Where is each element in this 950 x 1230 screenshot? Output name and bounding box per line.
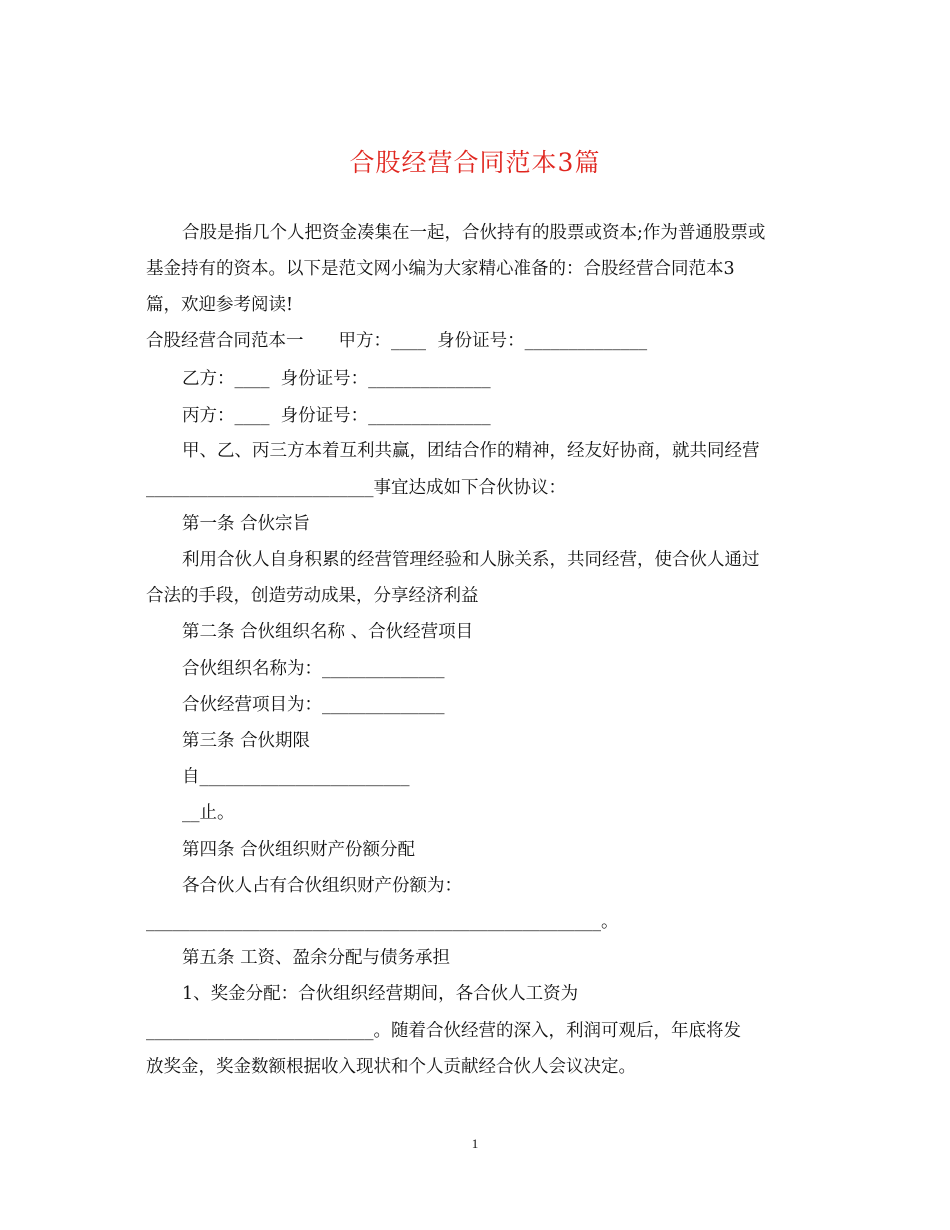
body-line-24: 放奖金，奖金数额根据收入现状和个人贡献经合伙人会议决定。 <box>146 1057 636 1077</box>
contract-heading-party-a: 合股经营合同范本一 甲方：____ 身份证号：______________ <box>146 331 648 351</box>
share-line: 各合伙人占有合伙组织财产份额为： <box>182 876 462 896</box>
body-line-23: __________________________。随着合伙经营的深入，利润可观后，年底将发 <box>146 1021 741 1041</box>
party-b-line: 乙方：____ 身份证号：______________ <box>182 369 491 389</box>
body-line-11: 合法的手段，创造劳动成果，分享经济利益 <box>146 586 479 606</box>
page-number: 1 <box>471 1136 479 1151</box>
term-from-line: 自________________________ <box>182 767 410 787</box>
body-line-7: 甲、乙、丙三方本着互利共赢，团结合作的精神，经友好协商，就共同经营 <box>182 441 760 461</box>
body-line-10: 利用合伙人自身积累的经营管理经验和人脉关系，共同经营，使合伙人通过 <box>182 550 760 570</box>
org-name-line: 合伙组织名称为：______________ <box>182 659 445 679</box>
party-c-line: 丙方：____ 身份证号：______________ <box>182 406 491 426</box>
share-blank-line: ____________________________________________________。 <box>146 912 619 932</box>
article-2-heading: 第二条 合伙组织名称 、合伙经营项目 <box>182 622 474 642</box>
body-line-22: 1、奖金分配：合伙组织经营期间，各合伙人工资为 <box>182 984 579 1004</box>
article-1-heading: 第一条 合伙宗旨 <box>182 514 311 534</box>
body-line-3: 篇，欢迎参考阅读! <box>146 295 294 315</box>
article-5-heading: 第五条 工资、盈余分配与债务承担 <box>182 948 451 968</box>
term-end-line: __止。 <box>182 803 235 823</box>
article-3-heading: 第三条 合伙期限 <box>182 731 311 751</box>
article-4-heading: 第四条 合伙组织财产份额分配 <box>182 840 416 860</box>
body-line-1: 合股是指几个人把资金凑集在一起，合伙持有的股票或资本;作为普通股票或 <box>182 223 766 243</box>
business-item-line: 合伙经营项目为：______________ <box>182 695 445 715</box>
body-line-8: __________________________事宜达成如下合伙协议： <box>146 478 566 498</box>
document-title: 合股经营合同范本3篇 <box>349 148 601 177</box>
body-line-2: 基金持有的资本。以下是范文网小编为大家精心准备的：合股经营合同范本3 <box>146 259 735 279</box>
